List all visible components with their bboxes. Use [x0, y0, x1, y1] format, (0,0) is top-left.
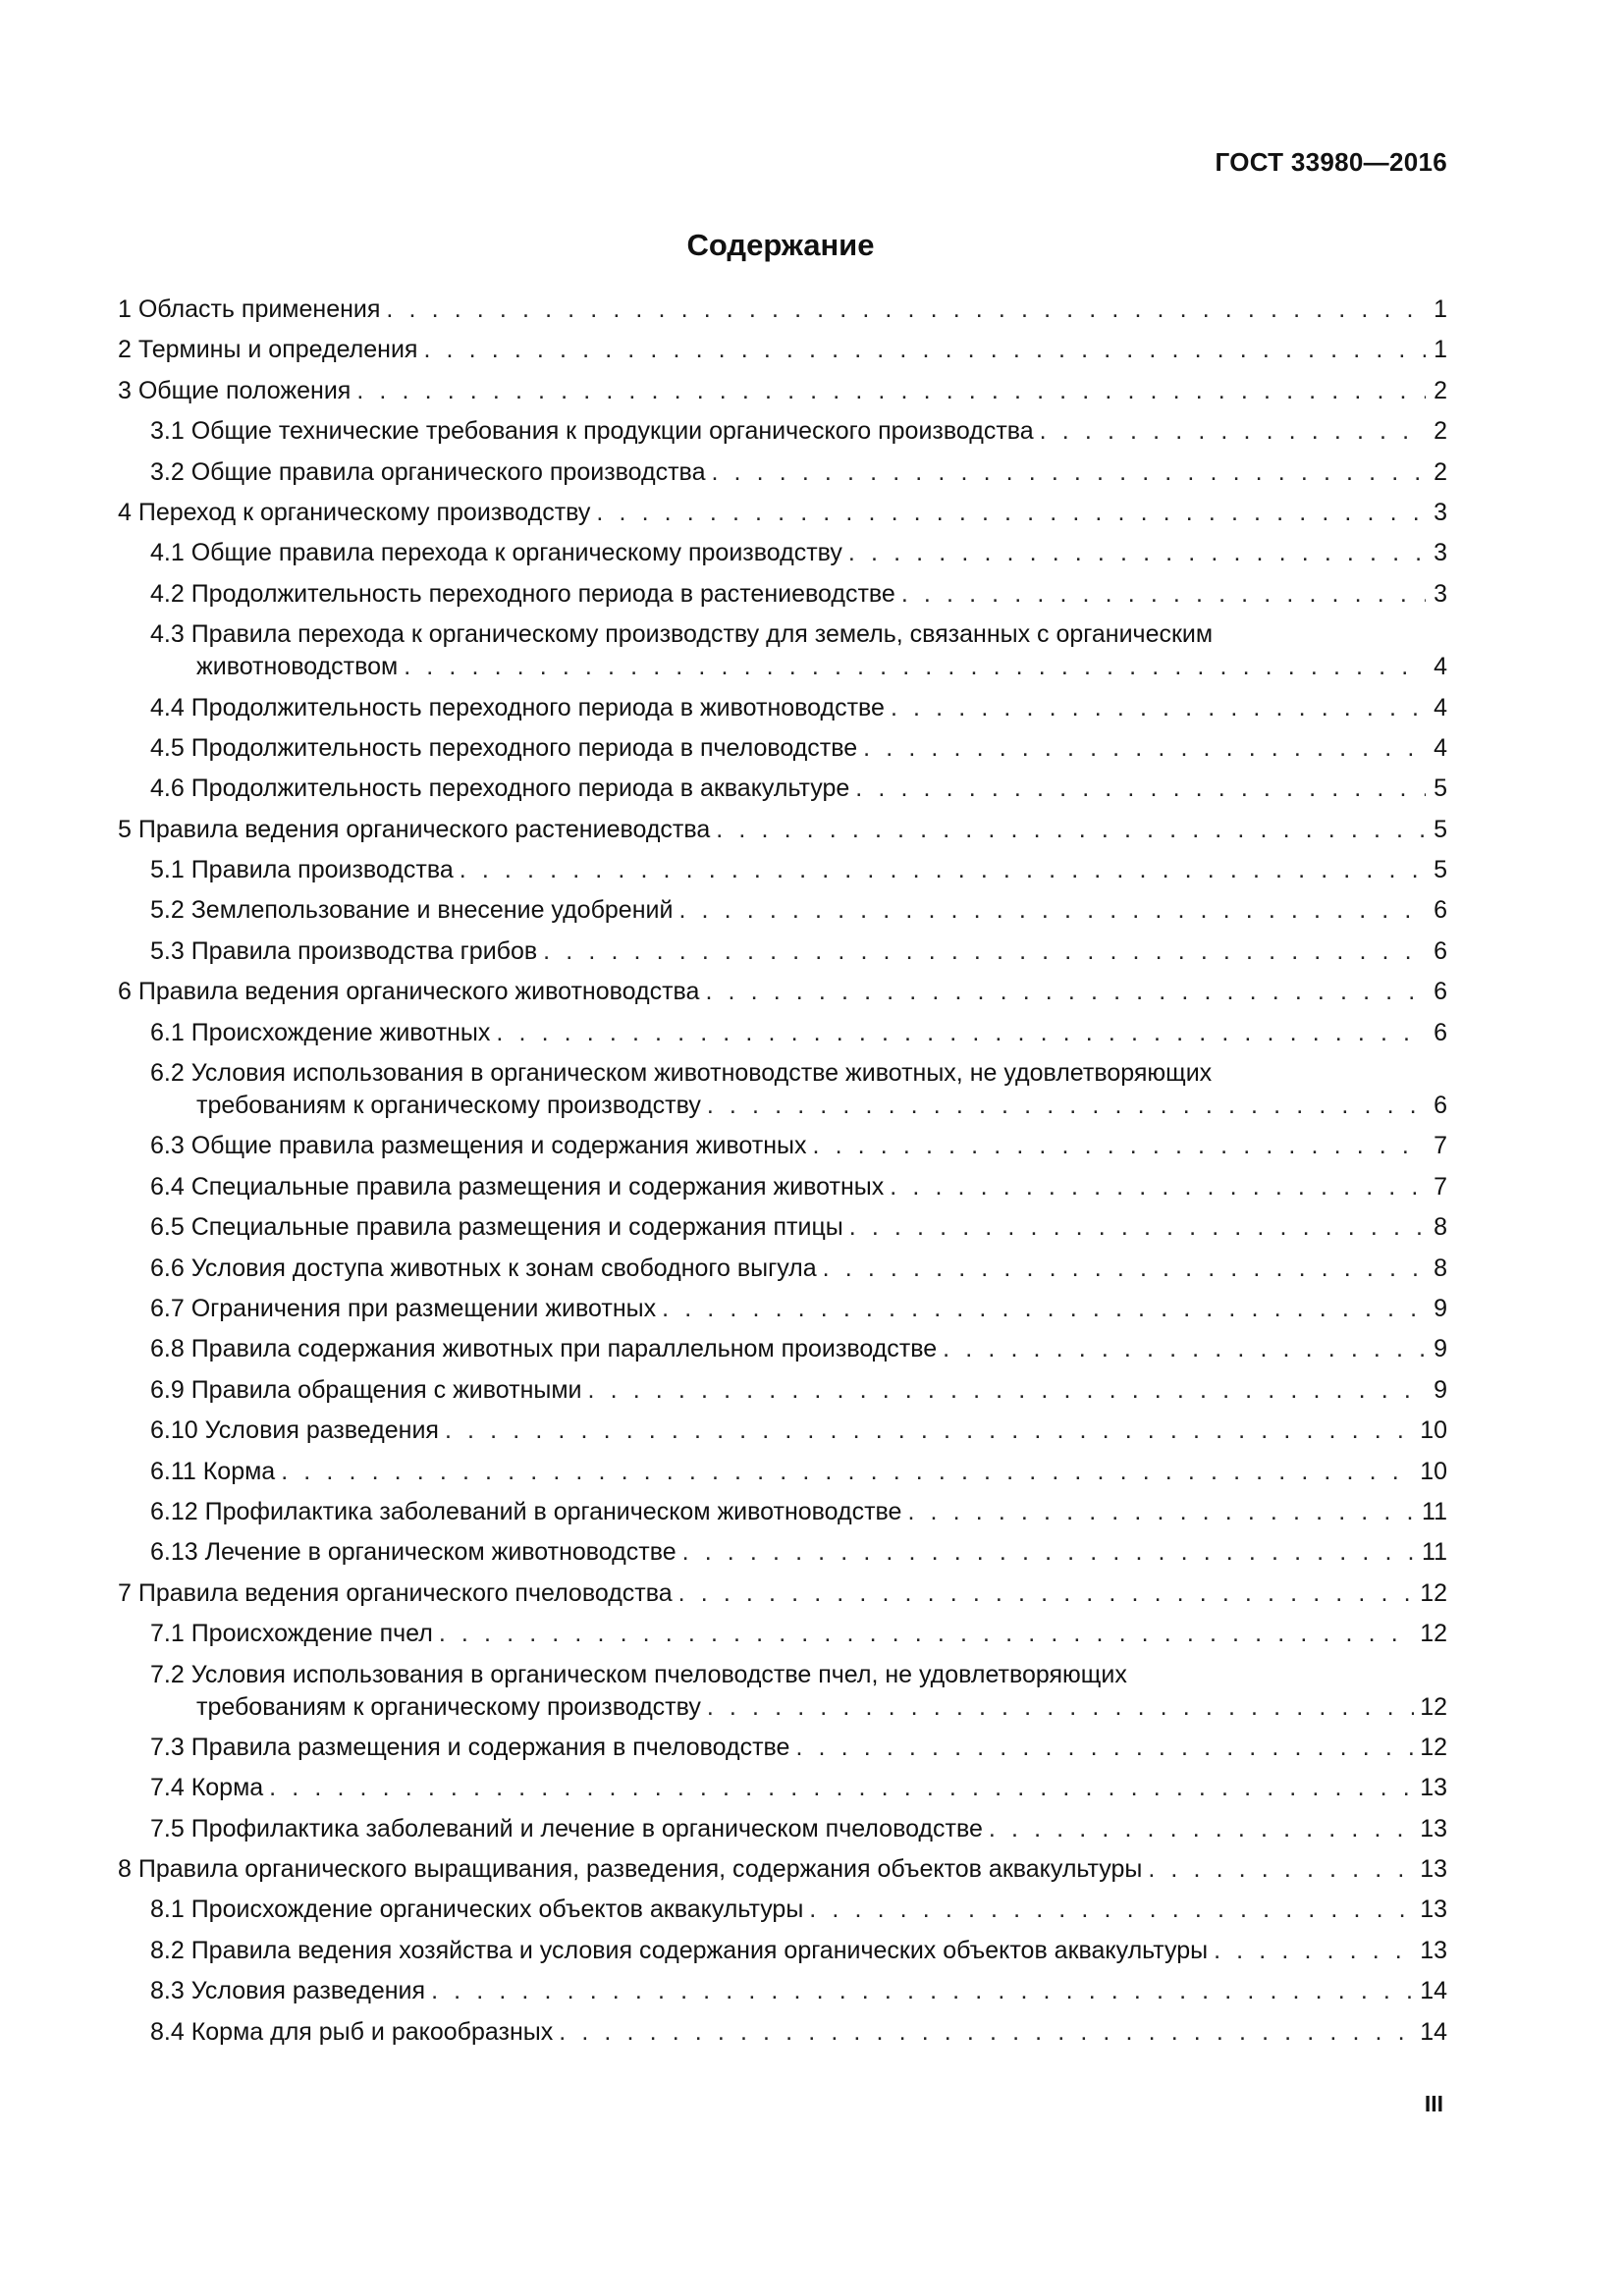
toc-entry-page: 6 [1434, 936, 1447, 965]
toc-title: Содержание [686, 228, 875, 262]
dot-leader [711, 456, 1426, 489]
toc-entry-text: 4.6 Продолжительность переходного периода в аквакультуре [150, 774, 850, 803]
dot-leader [943, 1333, 1426, 1365]
dot-leader [716, 814, 1426, 846]
toc-entry-line [150, 935, 1447, 968]
toc-entry-page: 13 [1420, 1774, 1447, 1802]
toc-entry-page: 5 [1434, 774, 1447, 803]
toc-entry-line [150, 578, 1447, 611]
toc-entry-line [150, 1732, 1447, 1764]
toc-entry-text-continued: требованиям к органическому производству [196, 1092, 701, 1120]
dot-leader [588, 1374, 1426, 1407]
toc-entry-line [118, 334, 1447, 366]
toc-entry[interactable] [118, 497, 1447, 529]
toc-entry-text: 5.1 Правила производства [150, 856, 454, 884]
toc-entry-page: 10 [1420, 1416, 1447, 1445]
toc-entry-page: 7 [1434, 1132, 1447, 1160]
toc-entry-text: 4.2 Продолжительность переходного периода в растениеводстве [150, 579, 895, 608]
toc-entry[interactable] [118, 1293, 1447, 1325]
dot-leader [989, 1813, 1414, 1845]
toc-entry-text: 5.2 Землепользование и внесение удобрений [150, 896, 674, 925]
toc-entry-text: 6.3 Общие правила размещения и содержания животных [150, 1132, 807, 1160]
toc-entry-page: 3 [1434, 498, 1447, 526]
toc-entry-text: 6.9 Правила обращения с животными [150, 1375, 582, 1404]
toc-entry-page: 5 [1434, 856, 1447, 884]
toc-entry[interactable] [118, 578, 1447, 611]
toc-entry-page: 6 [1434, 896, 1447, 925]
toc-entry-line [150, 1772, 1447, 1804]
toc-entry-text: 4.4 Продолжительность переходного периода в животноводстве [150, 693, 885, 721]
toc-entry-text: 8.4 Корма для рыб и ракообразных [150, 2017, 554, 2046]
toc-entry[interactable] [118, 1017, 1447, 1049]
document-code: ГОСТ 33980—2016 [1215, 147, 1447, 177]
toc-entry-text-continued: требованиям к органическому производству [196, 1692, 701, 1721]
toc-entry-text: 7 Правила ведения органического пчеловодства [118, 1578, 673, 1607]
dot-leader [891, 692, 1426, 724]
toc-entry-page: 8 [1434, 1213, 1447, 1242]
toc-entry-line [150, 773, 1447, 805]
toc-entry[interactable] [118, 1659, 1447, 1724]
toc-entry-line [118, 976, 1447, 1008]
dot-leader [707, 1691, 1414, 1724]
dot-leader [386, 294, 1426, 326]
toc-entry-text: 7.5 Профилактика заболеваний и лечение в органическом пчеловодстве [150, 1814, 983, 1842]
dot-leader [848, 537, 1426, 569]
toc-entry-line [118, 497, 1447, 529]
dot-leader [707, 1090, 1426, 1122]
toc-entry-line [150, 1333, 1447, 1365]
toc-entry-page: 3 [1434, 579, 1447, 608]
toc-entry-text: 7.3 Правила размещения и содержания в пчеловодстве [150, 1733, 790, 1761]
toc-entry-page: 4 [1434, 693, 1447, 721]
page-number: III [1424, 2091, 1443, 2116]
dot-leader [596, 497, 1426, 529]
toc-entry-page: 4 [1434, 733, 1447, 762]
toc-entry-line [150, 1813, 1447, 1845]
toc-entry-line [150, 1090, 1447, 1122]
toc-entry-line [150, 1130, 1447, 1162]
toc-entry-page: 10 [1420, 1457, 1447, 1485]
table-of-contents [118, 294, 1447, 2056]
toc-entry-page: 7 [1434, 1172, 1447, 1201]
toc-entry-text: 1 Область применения [118, 295, 381, 323]
toc-entry-page: 4 [1434, 653, 1447, 681]
toc-entry[interactable] [118, 1732, 1447, 1764]
toc-entry-line [118, 1853, 1447, 1886]
toc-entry-line [118, 294, 1447, 326]
toc-entry[interactable] [118, 1577, 1447, 1610]
toc-entry[interactable] [118, 1456, 1447, 1488]
dot-leader [1148, 1853, 1414, 1886]
toc-entry-text: 6.1 Происхождение животных [150, 1018, 491, 1046]
dot-leader [460, 854, 1426, 886]
dot-leader [907, 1496, 1416, 1528]
dot-leader [705, 976, 1426, 1008]
dot-leader [423, 334, 1426, 366]
toc-entry-line [150, 1253, 1447, 1285]
toc-entry-text: 6.7 Ограничения при размещении животных [150, 1294, 657, 1322]
toc-entry-page: 9 [1434, 1375, 1447, 1404]
toc-entry-line [150, 894, 1447, 927]
toc-entry-page: 6 [1434, 1092, 1447, 1120]
toc-entry[interactable] [118, 1374, 1447, 1407]
dot-leader [356, 375, 1426, 407]
toc-entry[interactable] [118, 375, 1447, 407]
dot-leader [682, 1536, 1416, 1569]
toc-entry[interactable] [118, 1853, 1447, 1886]
dot-leader [431, 1975, 1414, 2007]
toc-entry-line [150, 456, 1447, 489]
dot-leader [823, 1253, 1426, 1285]
toc-entry-text: 7.4 Корма [150, 1774, 264, 1802]
toc-entry[interactable] [118, 294, 1447, 326]
dot-leader [1214, 1935, 1414, 1967]
toc-entry[interactable] [118, 732, 1447, 765]
dot-leader [662, 1293, 1426, 1325]
dot-leader [678, 1577, 1415, 1610]
toc-entry[interactable] [118, 814, 1447, 846]
toc-entry[interactable] [118, 1130, 1447, 1162]
toc-entry-line [150, 1496, 1447, 1528]
toc-entry-line [150, 854, 1447, 886]
toc-entry-page: 12 [1420, 1733, 1447, 1761]
toc-entry-text: 6.10 Условия разведения [150, 1416, 439, 1445]
toc-entry[interactable] [118, 1333, 1447, 1365]
dot-leader [496, 1017, 1426, 1049]
toc-entry[interactable] [118, 1171, 1447, 1203]
toc-entry-text: 5 Правила ведения органического растениеводства [118, 815, 711, 843]
toc-entry[interactable] [118, 854, 1447, 886]
toc-entry[interactable] [118, 1935, 1447, 1967]
toc-entry-page: 2 [1434, 417, 1447, 446]
toc-entry-text: 3.2 Общие правила органического производства [150, 457, 706, 486]
toc-entry-text: 8.2 Правила ведения хозяйства и условия содержания органических объектов аквакультуры [150, 1936, 1209, 1964]
toc-entry-line [150, 1975, 1447, 2007]
toc-entry-text: 6.6 Условия доступа животных к зонам свободного выгула [150, 1254, 817, 1282]
toc-entry[interactable] [118, 334, 1447, 366]
toc-entry-text: 6.13 Лечение в органическом животноводстве [150, 1538, 677, 1567]
toc-entry-page: 9 [1434, 1294, 1447, 1322]
toc-entry-line [150, 537, 1447, 569]
toc-entry[interactable] [118, 1057, 1447, 1122]
toc-entry-page: 11 [1422, 1538, 1447, 1567]
toc-entry-text-continued: животноводством [196, 653, 399, 681]
toc-entry-text: 8.3 Условия разведения [150, 1977, 426, 2005]
toc-entry-text: 8.1 Происхождение органических объектов аквакультуры [150, 1896, 804, 1924]
toc-entry-text: 3.1 Общие технические требования к продукции органического производства [150, 417, 1034, 446]
dot-leader [445, 1415, 1414, 1447]
dot-leader [901, 578, 1426, 611]
toc-entry-line [150, 1211, 1447, 1244]
toc-entry-text: 7.2 Условия использования в органическом пчеловодстве пчел, не удовлетворяющих [150, 1660, 1127, 1688]
toc-entry-text: 3 Общие положения [118, 376, 352, 404]
dot-leader [559, 2016, 1414, 2049]
toc-entry-line [150, 1374, 1447, 1407]
toc-entry-page: 1 [1434, 295, 1447, 323]
toc-entry-page: 6 [1434, 1018, 1447, 1046]
toc-entry-line [150, 1935, 1447, 1967]
toc-entry[interactable] [118, 537, 1447, 569]
toc-entry-text: 6.12 Профилактика заболеваний в органическом животноводстве [150, 1497, 902, 1525]
toc-entry[interactable] [118, 773, 1447, 805]
toc-entry-line [150, 1456, 1447, 1488]
toc-entry-text: 6.4 Специальные правила размещения и содержания животных [150, 1172, 885, 1201]
toc-entry[interactable] [118, 1536, 1447, 1569]
toc-entry-text: 2 Термины и определения [118, 336, 418, 364]
toc-entry[interactable] [118, 1894, 1447, 1926]
toc-entry-line [150, 1293, 1447, 1325]
dot-leader [269, 1772, 1414, 1804]
toc-entry[interactable] [118, 1813, 1447, 1845]
toc-entry-text: 6.5 Специальные правила размещения и содержания птицы [150, 1213, 843, 1242]
toc-entry-text: 4.5 Продолжительность переходного периода в пчеловодстве [150, 733, 858, 762]
toc-entry[interactable] [118, 976, 1447, 1008]
toc-entry[interactable] [118, 2016, 1447, 2049]
toc-entry-page: 12 [1420, 1692, 1447, 1721]
toc-entry-line [150, 2016, 1447, 2049]
toc-entry[interactable] [118, 415, 1447, 448]
toc-entry[interactable] [118, 1415, 1447, 1447]
toc-entry-line [150, 651, 1447, 683]
toc-entry-page: 13 [1420, 1814, 1447, 1842]
toc-entry-text: 5.3 Правила производства грибов [150, 936, 538, 965]
dot-leader [678, 894, 1426, 927]
toc-entry-page: 14 [1420, 2017, 1447, 2046]
toc-entry[interactable] [118, 1618, 1447, 1650]
toc-entry-text: 7.1 Происхождение пчел [150, 1620, 433, 1648]
dot-leader [863, 732, 1426, 765]
toc-entry-page: 8 [1434, 1254, 1447, 1282]
toc-entry[interactable] [118, 692, 1447, 724]
toc-entry-text: 6 Правила ведения органического животноводства [118, 978, 700, 1006]
toc-entry-text: 6.11 Корма [150, 1457, 276, 1485]
toc-entry-page: 14 [1420, 1977, 1447, 2005]
toc-entry-line [150, 1017, 1447, 1049]
toc-entry-text: 4 Переход к органическому производству [118, 498, 591, 526]
toc-entry[interactable] [118, 1211, 1447, 1244]
toc-entry-line [150, 1618, 1447, 1650]
toc-entry-text: 8 Правила органического выращивания, разведения, содержания объектов аквакультуры [118, 1855, 1143, 1884]
dot-leader [1040, 415, 1426, 448]
dot-leader [795, 1732, 1414, 1764]
toc-entry[interactable] [118, 1975, 1447, 2007]
toc-entry-line [150, 692, 1447, 724]
dot-leader [890, 1171, 1426, 1203]
toc-entry[interactable] [118, 1253, 1447, 1285]
dot-leader [855, 773, 1426, 805]
toc-entry-line [150, 1691, 1447, 1724]
toc-entry-line [150, 1536, 1447, 1569]
toc-entry-line [118, 1577, 1447, 1610]
toc-entry[interactable] [118, 935, 1447, 968]
toc-entry-page: 1 [1434, 336, 1447, 364]
toc-entry-line [150, 415, 1447, 448]
toc-entry-page: 13 [1420, 1896, 1447, 1924]
toc-entry-page: 3 [1434, 539, 1447, 567]
dot-leader [404, 651, 1426, 683]
toc-entry-page: 13 [1420, 1936, 1447, 1964]
toc-entry[interactable] [118, 1772, 1447, 1804]
toc-entry-page: 2 [1434, 376, 1447, 404]
toc-entry-text: 6.2 Условия использования в органическом животноводстве животных, не удовлетворяющих [150, 1059, 1213, 1088]
toc-entry-text: 6.8 Правила содержания животных при параллельном производстве [150, 1335, 938, 1363]
toc-entry[interactable] [118, 456, 1447, 489]
toc-entry[interactable] [118, 618, 1447, 683]
toc-entry-line [118, 375, 1447, 407]
dot-leader [439, 1618, 1414, 1650]
dot-leader [813, 1130, 1427, 1162]
toc-entry-page: 13 [1420, 1855, 1447, 1884]
toc-entry[interactable] [118, 1496, 1447, 1528]
toc-entry-line [150, 732, 1447, 765]
dot-leader [281, 1456, 1414, 1488]
dot-leader [849, 1211, 1426, 1244]
toc-entry-page: 12 [1420, 1620, 1447, 1648]
toc-entry-line [150, 1894, 1447, 1926]
toc-entry[interactable] [118, 894, 1447, 927]
toc-entry-page: 11 [1422, 1497, 1447, 1525]
toc-entry-page: 2 [1434, 457, 1447, 486]
toc-entry-page: 12 [1420, 1578, 1447, 1607]
toc-entry-text: 4.3 Правила перехода к органическому производству для земель, связанных с органическим [150, 620, 1214, 649]
toc-entry-line [118, 814, 1447, 846]
toc-entry-line [150, 1171, 1447, 1203]
toc-entry-text: 4.1 Общие правила перехода к органическому производству [150, 539, 842, 567]
toc-entry-page: 6 [1434, 978, 1447, 1006]
toc-entry-page: 9 [1434, 1335, 1447, 1363]
toc-entry-page: 5 [1434, 815, 1447, 843]
dot-leader [543, 935, 1426, 968]
dot-leader [809, 1894, 1414, 1926]
toc-entry-line [150, 1415, 1447, 1447]
